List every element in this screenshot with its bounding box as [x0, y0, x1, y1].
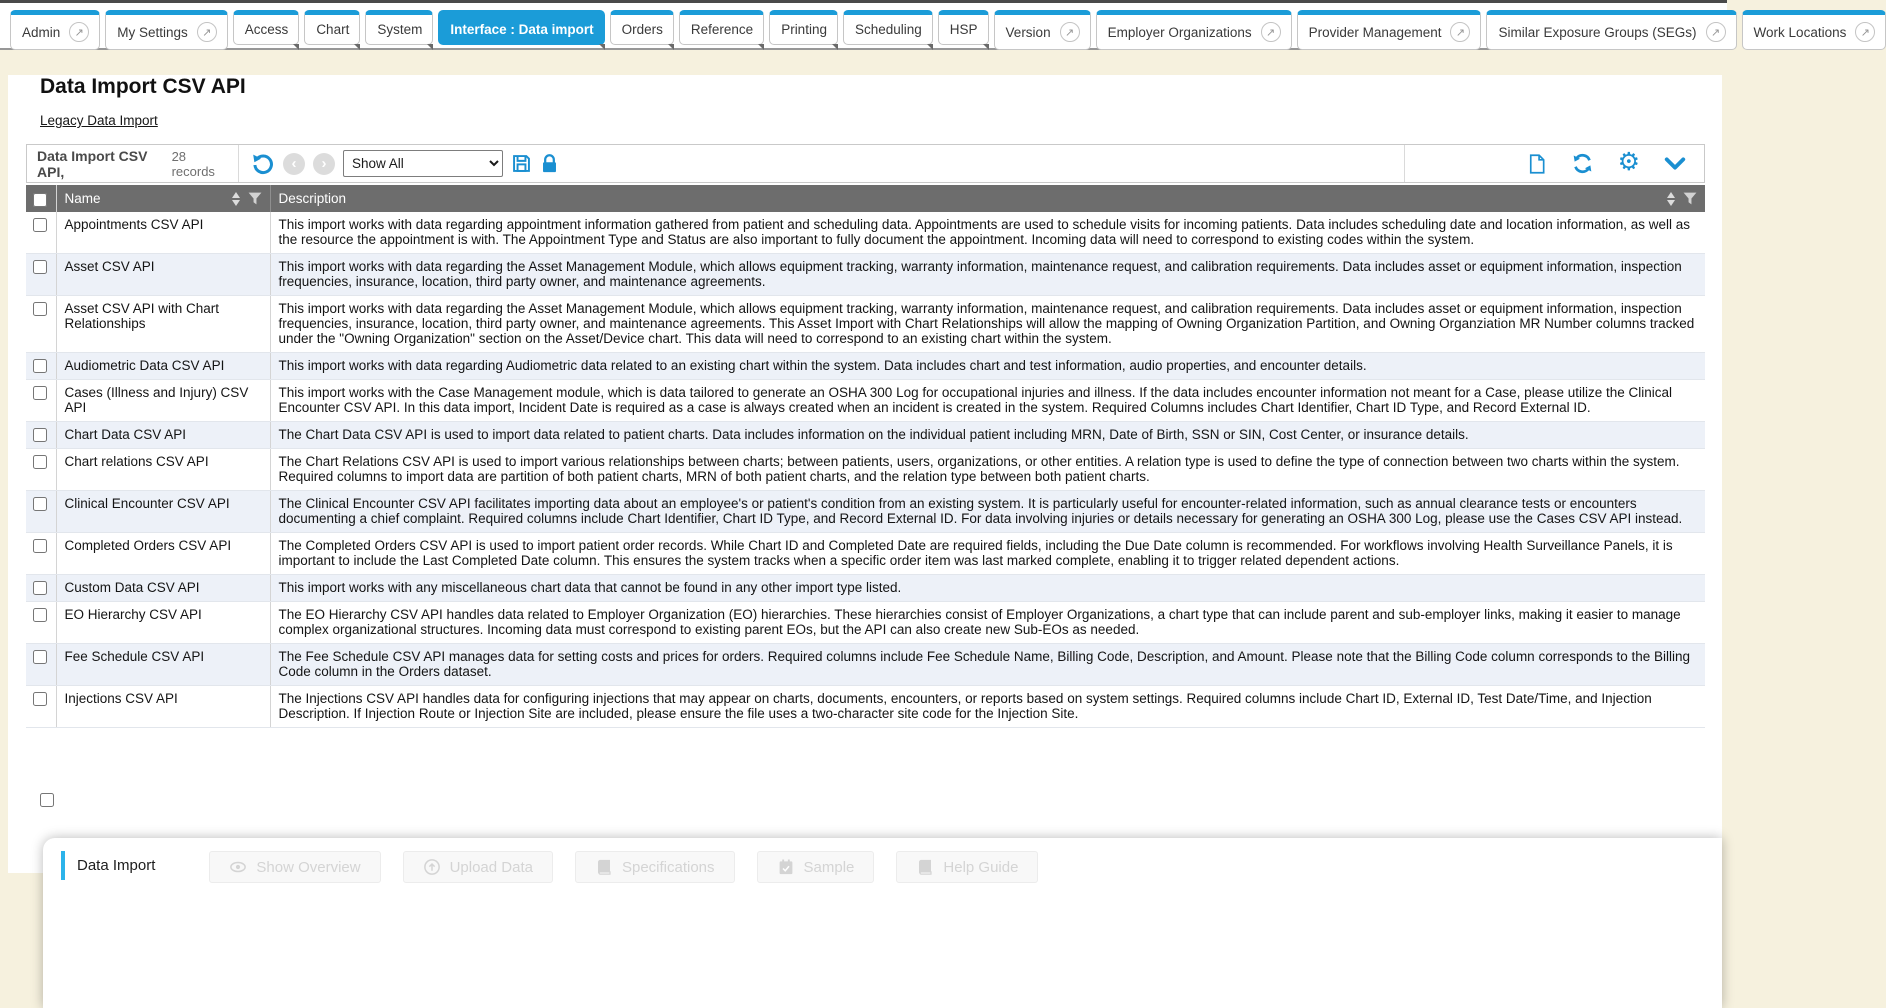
lock-view-button[interactable]: [540, 153, 559, 174]
row-description: The Fee Schedule CSV API manages data for setting costs and prices for orders. Required columns include Fee Schedule Name, Billing Code, Description, and Amount. Please note that the Billing Code column corresponds to the Billing Code column in the Orders dataset.: [270, 644, 1705, 686]
filter-icon[interactable]: [248, 192, 262, 205]
row-checkbox[interactable]: [33, 428, 47, 442]
row-description: This import works with data regarding the Asset Management Module, which allows equipment tracking, warranty information, maintenance request, and calibration requirements. Data includes asset or equipment information, inspection frequencies, insurance, location, third party owner, and maintenance agreements. This Asset Import with Chart Relationships will allow the mapping of Owning Organization Partition, and Owning Organziation MR Number columns tracked under the "Owning Organization" section on the Asset/Device chart. This data will need to correspond to an existing chart within the system.: [270, 296, 1705, 353]
sheet-button-label: Sample: [803, 858, 855, 876]
sheet-button-help-guide[interactable]: [896, 851, 1038, 883]
legacy-data-import-link[interactable]: Legacy Data Import: [40, 113, 158, 128]
lock-icon: [540, 153, 559, 174]
nav-tab-label: HSP: [949, 22, 978, 37]
nav-tab-label: Orders: [621, 22, 663, 37]
nav-tab-label: Interface : Data import: [450, 22, 594, 37]
upload-icon: [423, 858, 441, 876]
table-viewport: [26, 185, 1705, 785]
prev-page-button[interactable]: ‹: [283, 153, 305, 175]
toolbar-right-icons: [1404, 145, 1704, 182]
row-checkbox[interactable]: [33, 359, 47, 373]
nav-tab-label: Scheduling: [854, 22, 922, 37]
tab-chart[interactable]: [304, 10, 360, 45]
row-description: The EO Hierarchy CSV API handles data related to Employer Organization (EO) hierarchies. These hierarchies consist of Employer Organizations, a chart type that can include parent and sub-employer links, making it easier to manage complex organizational structures. Incoming data must correspond to existing parent EOs, but the API can also create new Sub-EOs as needed.: [270, 602, 1705, 644]
nav-tab-label: Chart: [316, 22, 350, 37]
nav-tab-label: Printing: [781, 22, 827, 37]
row-description: The Chart Data CSV API is used to import data related to patient charts. Data includes information on the individual patient including MRN, Date of Birth, SSN or SIN, Cost Center, or insurance details.: [270, 422, 1705, 449]
nav-tab-label: Admin: [22, 24, 61, 40]
sheet-button-label: Upload Data: [449, 858, 533, 876]
tab-interface-data-import[interactable]: [438, 10, 604, 45]
row-checkbox[interactable]: [33, 539, 47, 553]
row-name: Appointments CSV API: [56, 212, 270, 254]
filter-select[interactable]: [343, 150, 503, 177]
row-checkbox-cell: [26, 212, 56, 254]
row-name: Asset CSV API with Chart Relationships: [56, 296, 270, 353]
external-link-icon: ↗: [69, 22, 89, 42]
data-import-table: [26, 185, 1705, 728]
row-checkbox-cell: [26, 380, 56, 422]
row-name: Custom Data CSV API: [56, 575, 270, 602]
row-name: Completed Orders CSV API: [56, 533, 270, 575]
refresh-button[interactable]: [1571, 152, 1594, 175]
row-name: Audiometric Data CSV API: [56, 353, 270, 380]
sheet-button-label: Help Guide: [943, 858, 1019, 876]
sort-icon[interactable]: [1667, 192, 1675, 206]
row-checkbox[interactable]: [33, 497, 47, 511]
external-link-icon: ↗: [1261, 22, 1281, 42]
book-icon: [595, 858, 613, 876]
tab-reference[interactable]: [679, 10, 764, 45]
tab-orders[interactable]: [610, 10, 674, 45]
table-row: [26, 254, 1705, 296]
sheet-button-upload-data[interactable]: [403, 851, 553, 883]
column-label: Name: [64, 191, 101, 206]
external-link-icon: ↗: [1855, 22, 1875, 42]
row-name: Fee Schedule CSV API: [56, 644, 270, 686]
row-checkbox-cell: [26, 296, 56, 353]
settings-button[interactable]: [1617, 148, 1640, 176]
table-header-row: [26, 185, 1705, 212]
nav-tab-label: System: [377, 22, 423, 37]
undo-button[interactable]: [251, 152, 275, 176]
row-name: Cases (Illness and Injury) CSV API: [56, 380, 270, 422]
grid-title-text: Data Import CSV API,: [37, 147, 148, 180]
nav-tab-label: Reference: [690, 22, 754, 37]
toolbar-controls: [239, 145, 1404, 182]
tab-employer-organizations[interactable]: [1096, 10, 1292, 50]
row-checkbox[interactable]: [33, 608, 47, 622]
tab-access[interactable]: [233, 10, 300, 45]
table-row: [26, 422, 1705, 449]
column-header-description[interactable]: [270, 185, 1705, 212]
table-row: [26, 296, 1705, 353]
row-checkbox-cell: [26, 686, 56, 728]
row-description: This import works with any miscellaneous chart data that cannot be found in any other import type listed.: [270, 575, 1705, 602]
row-name: Chart relations CSV API: [56, 449, 270, 491]
sheet-buttons: [209, 851, 1038, 883]
table-row: [26, 575, 1705, 602]
table-row: [26, 533, 1705, 575]
eye-icon: [229, 858, 247, 876]
row-checkbox-cell: [26, 449, 56, 491]
content-panel: [8, 75, 1722, 876]
column-header-name[interactable]: [56, 185, 270, 212]
tab-version[interactable]: [994, 10, 1091, 50]
sheet-button-label: Specifications: [621, 858, 715, 876]
undo-icon: [251, 152, 275, 176]
nav-tab-label: My Settings: [117, 24, 188, 40]
nav-tab-label: Access: [244, 22, 289, 37]
row-description: The Completed Orders CSV API is used to import patient order records. While Chart ID and Completed Date are required fields, including the Due Date column is recommended. For workflows involving Health Surveillance Panels, it is important to include the Last Completed Date column. This ensures the system tracks when a specific order item was last marked complete, enabling it to trigger related dependent actions.: [270, 533, 1705, 575]
sheet-button-show-overview[interactable]: [209, 851, 380, 883]
external-link-icon: ↗: [1706, 22, 1726, 42]
nav-tab-label: Employer Organizations: [1107, 24, 1252, 40]
save-icon: [511, 153, 532, 174]
table-row: [26, 602, 1705, 644]
new-record-row: [26, 785, 1722, 819]
row-description: The Clinical Encounter CSV API facilitates importing data about an employee's or patient's condition from an existing system. It is particularly useful for encounter-related information, such as annual clearance tests or encounters documenting a chief complaint. Required columns include Chart Identifier, Chart ID Type, and Record External ID. For data involving injuries or details necessary for generating an OSHA 300 Log, please use the Cases CSV API instead.: [270, 491, 1705, 533]
row-checkbox[interactable]: [33, 581, 47, 595]
nav-tab-label: Version: [1005, 24, 1051, 40]
row-checkbox[interactable]: [33, 218, 47, 232]
filter-icon[interactable]: [1683, 192, 1697, 205]
nav-tab-label: Provider Management: [1308, 24, 1442, 40]
row-description: This import works with data regarding the Asset Management Module, which allows equipment tracking, warranty information, maintenance request, and calibration requirements. Data includes asset or equipment information, inspection frequencies, insurance, location, third party owner, and maintenance agreements.: [270, 254, 1705, 296]
external-link-icon: ↗: [197, 22, 217, 42]
tab-system[interactable]: [365, 10, 433, 45]
table-row: [26, 644, 1705, 686]
tab-admin[interactable]: [10, 10, 100, 50]
tab-printing[interactable]: [769, 10, 838, 45]
row-name: Chart Data CSV API: [56, 422, 270, 449]
external-link-icon: ↗: [1450, 22, 1470, 42]
row-checkbox-cell: [26, 533, 56, 575]
tab-bar: [0, 0, 1870, 50]
save-view-button[interactable]: [511, 153, 532, 174]
row-checkbox-cell: [26, 254, 56, 296]
row-description: The Chart Relations CSV API is used to import various relationships between charts; between patients, users, organizations, or other entities. A relation type is used to define the type of connection between two charts within the system. Required columns to import data are partition of both patient charts, MRN of both patient charts, and the relation type between both patient charts.: [270, 449, 1705, 491]
row-checkbox-cell: [26, 491, 56, 533]
calendar-icon: [777, 858, 795, 876]
tab-my-settings[interactable]: [105, 10, 228, 50]
row-checkbox[interactable]: [33, 455, 47, 469]
collapse-button[interactable]: [1664, 156, 1686, 172]
row-checkbox[interactable]: [33, 302, 47, 316]
row-description: This import works with the Case Management module, which is data tailored to generate an OSHA 300 Log for occupational injuries and illness. If the data includes encounter information not meant for a Case, please utilize the Clinical Encounter CSV API. In this data import, Incident Date is required as a case is always created when an incident is created in the system. Required Columns includes Chart Identifier, Chart ID Type, and Record External ID.: [270, 380, 1705, 422]
select-all-cell: [26, 185, 56, 212]
row-name: Clinical Encounter CSV API: [56, 491, 270, 533]
tab-provider-management[interactable]: [1297, 10, 1482, 50]
new-record-button[interactable]: [1527, 153, 1547, 175]
tab-work-locations[interactable]: [1742, 10, 1886, 50]
sheet-button-specifications[interactable]: [575, 851, 735, 883]
row-checkbox[interactable]: [33, 650, 47, 664]
tab-hsp[interactable]: [938, 10, 989, 45]
nav-tab-label: Similar Exposure Groups (SEGs): [1498, 24, 1697, 40]
row-checkbox[interactable]: [33, 386, 47, 400]
row-checkbox[interactable]: [33, 260, 47, 274]
page-title: Data Import CSV API: [40, 75, 246, 98]
table-row: [26, 212, 1705, 254]
row-checkbox[interactable]: [33, 692, 47, 706]
select-all-checkbox[interactable]: [33, 193, 47, 207]
external-link-icon: ↗: [1060, 22, 1080, 42]
row-checkbox-cell: [26, 644, 56, 686]
row-checkbox-cell: [26, 422, 56, 449]
sheet-tab-data-import[interactable]: Data Import: [61, 851, 185, 880]
bottom-sheet: [43, 838, 1722, 1008]
chevron-down-icon: [1664, 156, 1686, 172]
table-row: [26, 353, 1705, 380]
tab-similar-exposure-groups-segs[interactable]: [1486, 10, 1736, 50]
new-record-checkbox[interactable]: [40, 793, 54, 807]
tab-scheduling[interactable]: [843, 10, 933, 45]
grid-title: [27, 145, 239, 182]
row-description: This import works with data regarding appointment information gathered from patient and scheduling data. Appointments are used to schedule visits for incoming patients. Data includes scheduling date and location information, as well as the resource the appointment is with. The Appointment Type and Status are also important to fully document the appointment. Incoming data will need to correspond to existing codes within the system.: [270, 212, 1705, 254]
row-checkbox-cell: [26, 575, 56, 602]
gear-icon: ⚙: [1617, 148, 1640, 176]
row-description: The Injections CSV API handles data for configuring injections that may appear on charts, documents, encounters, or reports based on system settings. Required columns include Chart ID, External ID, Test Date/Time, and Injection Description. If Injection Route or Injection Site are included, please ensure the file uses a two-character site code for the Injection Site.: [270, 686, 1705, 728]
next-page-button[interactable]: ›: [313, 153, 335, 175]
row-name: Injections CSV API: [56, 686, 270, 728]
grid-records-count: 28 records: [171, 148, 215, 179]
column-label: Description: [278, 191, 347, 206]
sheet-button-sample[interactable]: [757, 851, 875, 883]
table-row: [26, 449, 1705, 491]
sheet-button-label: Show Overview: [256, 858, 361, 876]
book-icon: [916, 858, 934, 876]
refresh-icon: [1571, 152, 1594, 175]
table-row: [26, 686, 1705, 728]
row-checkbox-cell: [26, 353, 56, 380]
row-checkbox-cell: [26, 602, 56, 644]
table-row: [26, 380, 1705, 422]
table-row: [26, 491, 1705, 533]
new-document-icon: [1527, 153, 1547, 175]
row-name: Asset CSV API: [56, 254, 270, 296]
table-body: [26, 212, 1705, 728]
grid-toolbar: [26, 144, 1705, 183]
nav-tab-label: Work Locations: [1753, 24, 1847, 40]
row-description: This import works with data regarding Audiometric data related to an existing chart within the system. Data includes chart and test information, audio properties, and encounter details.: [270, 353, 1705, 380]
sort-icon[interactable]: [232, 192, 240, 206]
row-name: EO Hierarchy CSV API: [56, 602, 270, 644]
